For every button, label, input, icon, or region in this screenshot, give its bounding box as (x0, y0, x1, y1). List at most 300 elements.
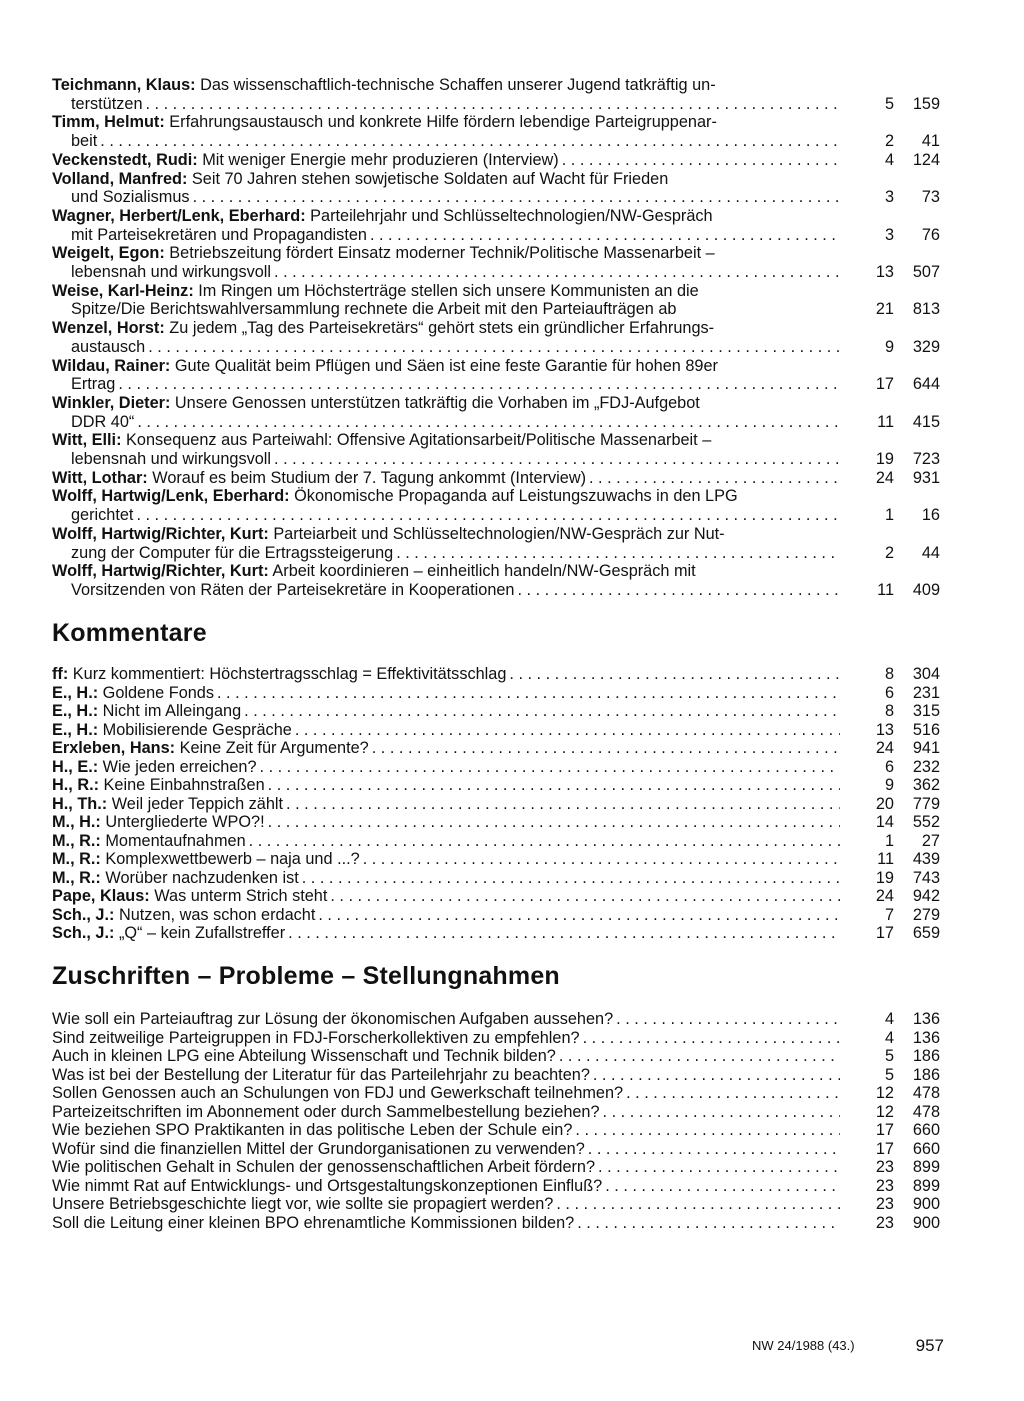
leader-dots (589, 469, 840, 488)
index-entry (52, 113, 944, 150)
zuschrift-entry (52, 1177, 944, 1196)
issue-number: 24 (875, 739, 894, 757)
kommentar-entry (52, 702, 944, 721)
issue-number: 11 (877, 850, 894, 868)
entry-continuation-line (52, 375, 944, 394)
entry-title (52, 850, 360, 869)
page-number: 644 (912, 375, 940, 394)
leader-dots (330, 887, 840, 906)
entry-first-line (52, 487, 944, 506)
leader-dots (193, 188, 840, 207)
entry-title (52, 431, 711, 450)
kommentar-entry (52, 813, 944, 832)
entry-text: Momentaufnahmen (100, 831, 246, 850)
kommentar-entry (52, 924, 944, 943)
entry-title (52, 394, 700, 413)
leader-dots (302, 869, 840, 888)
entry-text: Komplexwettbewerb – naja und ...? (100, 850, 360, 868)
index-entry (52, 487, 944, 524)
page-number: 362 (912, 776, 940, 794)
zuschrift-entry (52, 1047, 944, 1066)
entry-text: Kurz kommentiert: Höchstertragsschlag = Effektivitätsschlag (68, 665, 507, 683)
issue-number: 9 (884, 776, 894, 794)
entry-text: Wie soll ein Parteiauftrag zur Lösung der ökonomischen Aufgaben aussehen? (52, 1010, 614, 1028)
page-number: 124 (912, 150, 940, 169)
entry-continuation: und Sozialismus (71, 188, 190, 207)
issue-number: 13 (875, 720, 894, 739)
entry-continuation: austausch (71, 337, 146, 356)
entry-author: ff: (52, 665, 69, 683)
index-entry (52, 76, 944, 113)
leader-dots (583, 1029, 840, 1048)
entry-first-line (52, 113, 944, 132)
index-entry (52, 170, 944, 207)
page-number: 329 (912, 337, 940, 356)
index-entry (52, 431, 944, 468)
footer-page-number: 957 (915, 1336, 944, 1355)
entry-author: H., E.: (52, 757, 99, 776)
entry-author: Witt, Elli: (52, 431, 122, 450)
entry-continuation-line (52, 338, 944, 357)
entry-text: Keine Zeit für Argumente? (175, 739, 369, 757)
zuschriften-heading: Zuschriften – Probleme – Stellungnahmen (52, 962, 560, 990)
entry-title (52, 758, 257, 777)
leader-dots (363, 850, 840, 869)
leader-dots (260, 758, 840, 777)
kommentar-entry (52, 684, 944, 703)
issue-number: 5 (884, 94, 894, 113)
entry-text: Untergliederte WPO?! (100, 813, 265, 831)
issue-number: 7 (884, 905, 894, 924)
leader-dots (136, 506, 840, 525)
index-entry (52, 562, 944, 599)
zuschrift-entry (52, 1066, 944, 1085)
page-number: 279 (912, 905, 940, 924)
index-entry (52, 151, 944, 170)
page-number: 660 (912, 1139, 940, 1158)
leader-dots (372, 739, 840, 758)
leader-dots (268, 813, 840, 832)
issue-number: 21 (875, 300, 894, 319)
entry-continuation: lebensnah und wirkungsvoll (71, 263, 272, 282)
leader-dots (577, 1214, 840, 1233)
entry-text: Erfahrungsaustausch und konkrete Hilfe fördern lebendige Parteigruppenar- (164, 113, 717, 132)
entry-first-line (52, 469, 944, 488)
issue-number: 19 (875, 450, 894, 469)
issue-number: 17 (875, 1139, 894, 1158)
issue-number: 19 (875, 868, 894, 887)
zuschrift-entry (52, 1195, 944, 1214)
page-number: 136 (912, 1010, 940, 1028)
index-entry (52, 394, 944, 431)
entry-author: Winkler, Dieter: (52, 393, 171, 412)
zuschrift-entry (52, 1214, 944, 1233)
issue-number: 23 (875, 1213, 894, 1232)
entry-continuation: terstützen (71, 94, 143, 113)
page-number: 899 (912, 1176, 940, 1195)
entry-text: Unsere Genossen unterstützen tatkräftig die Vorhaben im „FDJ-Aufgebot (170, 393, 700, 412)
entry-text: Arbeit koordinieren – einheitlich handeln/NW-Gespräch mit (268, 562, 696, 581)
entry-author: Volland, Manfred: (52, 169, 188, 188)
issue-number: 17 (875, 375, 894, 394)
issue-number: 11 (877, 580, 894, 599)
entry-text: Wie jeden erreichen? (98, 757, 257, 776)
entry-title (52, 151, 559, 170)
entry-text: Weil jeder Teppich zählt (107, 794, 284, 813)
zuschrift-entry (52, 1010, 944, 1029)
page-number: 27 (921, 831, 940, 850)
issue-number: 9 (884, 337, 894, 356)
entry-first-line (52, 431, 944, 450)
entry-author: M., R.: (52, 831, 101, 850)
entry-text: Konsequenz aus Parteiwahl: Offensive Agitationsarbeit/Politische Massenarbeit – (121, 431, 712, 450)
leader-dots (370, 226, 840, 245)
entry-continuation: Ertrag (71, 375, 116, 394)
issue-number: 17 (875, 924, 894, 942)
leader-dots (318, 906, 840, 925)
entry-continuation: zung der Computer für die Ertragssteigerung (71, 543, 394, 562)
entry-author: Veckenstedt, Rudi: (52, 150, 198, 169)
entry-text: Im Ringen um Höchsterträge stellen sich unsere Kommunisten an die (193, 281, 699, 300)
kommentar-entry (52, 850, 944, 869)
entry-text: Parteilehrjahr und Schlüsseltechnologien/NW-Gespräch (305, 206, 713, 225)
entry-text: Sollen Genossen auch an Schulungen von FDJ und Gewerkschaft teilnehmen? (52, 1084, 624, 1102)
kommentar-entry (52, 721, 944, 740)
page-number: 507 (912, 263, 940, 282)
entry-continuation: Spitze/Die Berichtswahlversammlung rechnete die Arbeit mit den Parteiaufträgen ab (71, 300, 677, 319)
leader-dots (518, 581, 841, 600)
issue-number: 23 (875, 1176, 894, 1195)
issue-number: 4 (884, 150, 894, 169)
leader-dots (593, 1066, 840, 1085)
page-number: 304 (912, 665, 940, 683)
entry-author: M., R.: (52, 868, 101, 887)
issue-number: 1 (884, 831, 894, 850)
entry-first-line (52, 170, 944, 189)
leader-dots (509, 665, 840, 684)
page-number: 16 (921, 506, 940, 525)
entry-text: Sind zeitweilige Parteigruppen in FDJ-Forscherkollektiven zu empfehlen? (52, 1028, 580, 1047)
leader-dots (137, 413, 840, 432)
zuschrift-entry (52, 1158, 944, 1177)
entry-title (52, 207, 713, 226)
entry-text: Wie beziehen SPO Praktikanten in das politische Leben der Schule ein? (52, 1121, 573, 1139)
page-number: 723 (912, 450, 940, 469)
entry-title (52, 906, 315, 925)
issue-number: 14 (875, 813, 894, 831)
entry-title (52, 739, 369, 758)
entry-title (52, 244, 715, 263)
entry-author: Sch., J.: (52, 905, 115, 924)
entry-continuation: DDR 40“ (71, 412, 135, 431)
leader-dots (268, 776, 840, 795)
entry-first-line (52, 357, 944, 376)
page-number: 439 (912, 850, 940, 868)
author-index (52, 76, 944, 600)
leader-dots (274, 450, 840, 469)
index-entry (52, 319, 944, 356)
page-number: 478 (912, 1102, 940, 1121)
entry-author: Wolff, Hartwig/Richter, Kurt: (52, 524, 269, 543)
kommentar-entry (52, 887, 944, 906)
zuschrift-entry (52, 1029, 944, 1048)
issue-number: 3 (884, 188, 894, 207)
kommentar-entry (52, 739, 944, 758)
page-number: 73 (921, 188, 940, 207)
page-number: 900 (912, 1195, 940, 1213)
leader-dots (146, 95, 841, 114)
leader-dots (286, 795, 840, 814)
entry-author: H., R.: (52, 776, 100, 794)
entry-text: „Q“ – kein Zufallstreffer (114, 924, 286, 942)
entry-title (52, 282, 699, 301)
issue-number: 1 (884, 506, 894, 525)
entry-author: Weise, Karl-Heinz: (52, 281, 194, 300)
issue-number: 12 (875, 1084, 894, 1102)
page-number: 478 (912, 1084, 940, 1102)
entry-continuation-line (52, 581, 944, 600)
entry-first-line (52, 562, 944, 581)
issue-number: 8 (884, 702, 894, 720)
issue-number: 17 (875, 1121, 894, 1139)
index-entry (52, 469, 944, 488)
page-number: 779 (912, 794, 940, 813)
issue-number: 5 (884, 1065, 894, 1084)
entry-text: Worauf es beim Studium der 7. Tagung ankommt (Interview) (147, 468, 586, 487)
entry-text: Goldene Fonds (98, 683, 214, 702)
entry-author: Wildau, Rainer: (52, 356, 171, 375)
entry-author: E., H.: (52, 683, 99, 702)
page-number: 516 (912, 720, 940, 739)
zuschrift-entry (52, 1121, 944, 1140)
entry-continuation-line (52, 300, 944, 319)
page-number: 232 (912, 757, 940, 776)
entry-continuation-line (52, 226, 944, 245)
issue-number: 23 (875, 1158, 894, 1176)
entry-first-line (52, 151, 944, 170)
entry-title (52, 721, 292, 740)
leader-dots (562, 151, 840, 170)
issue-number: 4 (884, 1010, 894, 1028)
entry-title (52, 113, 717, 132)
page-number: 409 (912, 580, 940, 599)
zuschrift-entry (52, 1084, 944, 1103)
leader-dots (100, 132, 840, 151)
issue-number: 24 (875, 468, 894, 487)
entry-title (52, 665, 506, 684)
kommentar-entry (52, 665, 944, 684)
entry-continuation-line (52, 263, 944, 282)
entry-title (52, 357, 718, 376)
issue-number: 5 (884, 1047, 894, 1065)
entry-author: Weigelt, Egon: (52, 244, 165, 263)
entry-continuation: lebensnah und wirkungsvoll (71, 450, 272, 469)
leader-dots (396, 544, 840, 563)
entry-author: Wolff, Hartwig/Lenk, Eberhard: (52, 487, 290, 506)
entry-author: Wenzel, Horst: (52, 319, 165, 338)
issue-number: 20 (875, 794, 894, 813)
leader-dots (288, 924, 840, 943)
leader-dots (575, 1121, 840, 1140)
entry-first-line (52, 319, 944, 338)
entry-title (52, 924, 285, 943)
entry-first-line (52, 244, 944, 263)
kommentar-entry (52, 758, 944, 777)
page-number: 552 (912, 813, 940, 831)
entry-author: Sch., J.: (52, 924, 115, 942)
entry-title (52, 170, 668, 189)
kommentar-entry (52, 795, 944, 814)
leader-dots (598, 1158, 840, 1177)
kommentare-heading: Kommentare (52, 619, 207, 647)
entry-text: Mit weniger Energie mehr produzieren (Interview) (197, 150, 559, 169)
entry-continuation-line (52, 95, 944, 114)
entry-text: Unsere Betriebsgeschichte liegt vor, wie sollte sie propagiert werden? (52, 1195, 554, 1213)
entry-author: Witt, Lothar: (52, 468, 148, 487)
entry-text: Nutzen, was schon erdacht (114, 905, 316, 924)
entry-title (52, 832, 246, 851)
entry-title (52, 319, 714, 338)
entry-continuation-line (52, 188, 944, 207)
leader-dots (616, 1010, 840, 1029)
entry-title (52, 525, 725, 544)
index-entry (52, 525, 944, 562)
entry-text: Parteizeitschriften im Abonnement oder durch Sammelbestellung beziehen? (52, 1102, 600, 1121)
entry-first-line (52, 394, 944, 413)
page-number: 186 (912, 1047, 940, 1065)
leader-dots (556, 1195, 840, 1214)
issue-number: 24 (875, 887, 894, 905)
entry-author: Wolff, Hartwig/Richter, Kurt: (52, 562, 269, 581)
index-entry (52, 244, 944, 281)
kommentar-entry (52, 776, 944, 795)
entry-text: Gute Qualität beim Pflügen und Säen ist eine feste Garantie für hohen 89er (170, 356, 718, 375)
leader-dots (605, 1177, 840, 1196)
page-number: 231 (912, 683, 940, 702)
page-number: 900 (912, 1213, 940, 1232)
footer-issue: NW 24/1988 (43.) (752, 1338, 855, 1353)
entry-text: Was unterm Strich steht (149, 887, 328, 905)
entry-continuation-line (52, 413, 944, 432)
entry-text: Wie nimmt Rat auf Entwicklungs- und Ortsgestaltungskonzeptionen Einfluß? (52, 1176, 603, 1195)
entry-continuation-line (52, 506, 944, 525)
entry-first-line (52, 525, 944, 544)
issue-number: 8 (884, 665, 894, 683)
entry-continuation-line (52, 544, 944, 563)
leader-dots (559, 1047, 840, 1066)
issue-number: 2 (884, 132, 894, 151)
kommentar-entry (52, 869, 944, 888)
issue-number: 4 (884, 1028, 894, 1047)
page-number: 159 (912, 94, 940, 113)
issue-number: 11 (877, 412, 894, 431)
index-entry (52, 357, 944, 394)
entry-title (52, 684, 214, 703)
leader-dots (244, 702, 840, 721)
issue-number: 23 (875, 1195, 894, 1213)
kommentar-entry (52, 906, 944, 925)
leader-dots (295, 721, 840, 740)
entry-title (52, 795, 283, 814)
page-number: 415 (912, 412, 940, 431)
entry-text: Worüber nachzudenken ist (100, 868, 299, 887)
entry-continuation-line (52, 450, 944, 469)
zuschrift-entry (52, 1103, 944, 1122)
entry-first-line (52, 76, 944, 95)
leader-dots (217, 684, 840, 703)
entry-continuation: Vorsitzenden von Räten der Parteisekretäre in Kooperationen (71, 580, 515, 599)
page-number: 743 (912, 868, 940, 887)
entry-text: Mobilisierende Gespräche (98, 720, 292, 739)
issue-number: 6 (884, 757, 894, 776)
leader-dots (274, 263, 840, 282)
entry-title (52, 887, 327, 906)
entry-title (52, 702, 241, 721)
leader-dots (249, 832, 840, 851)
index-entry (52, 207, 944, 244)
issue-number: 12 (875, 1102, 894, 1121)
index-entry (52, 282, 944, 319)
leader-dots (626, 1084, 840, 1103)
entry-text: Keine Einbahnstraßen (99, 776, 265, 794)
entry-text: Seit 70 Jahren stehen sowjetische Soldaten auf Wacht für Frieden (187, 169, 669, 188)
entry-text: Das wissenschaftlich-technische Schaffen unserer Jugend tatkräftig un- (195, 76, 716, 94)
issue-number: 2 (884, 543, 894, 562)
entry-text: Auch in kleinen LPG eine Abteilung Wissenschaft und Technik bilden? (52, 1047, 556, 1065)
issue-number: 6 (884, 683, 894, 702)
leader-dots (588, 1140, 840, 1159)
entry-title (52, 869, 299, 888)
page-number: 315 (912, 702, 940, 720)
entry-text: Ökonomische Propaganda auf Leistungszuwachs in den LPG (289, 487, 738, 506)
page-number: 186 (912, 1065, 940, 1084)
entry-first-line (52, 282, 944, 301)
issue-number: 13 (875, 263, 894, 282)
entry-text: Parteiarbeit und Schlüsseltechnologien/NW-Gespräch zur Nut- (268, 524, 725, 543)
page-number: 44 (921, 543, 940, 562)
entry-author: Erxleben, Hans: (52, 739, 176, 757)
page-number: 899 (912, 1158, 940, 1176)
entry-title (52, 776, 265, 795)
entry-author: E., H.: (52, 720, 99, 739)
issue-number: 3 (884, 225, 894, 244)
entry-author: E., H.: (52, 702, 99, 720)
leader-dots (118, 375, 840, 394)
page-number: 931 (912, 468, 940, 487)
entry-title (52, 487, 738, 506)
entry-author: Wagner, Herbert/Lenk, Eberhard: (52, 206, 306, 225)
zuschrift-entry (52, 1140, 944, 1159)
entry-author: Pape, Klaus: (52, 887, 150, 905)
page-number: 941 (912, 739, 940, 757)
entry-author: Timm, Helmut: (52, 113, 165, 132)
entry-text: Betriebszeitung fördert Einsatz moderner Technik/Politische Massenarbeit – (164, 244, 715, 263)
kommentare-list (52, 665, 944, 943)
entry-text: Soll die Leitung einer kleinen BPO ehrenamtliche Kommissionen bilden? (52, 1213, 575, 1232)
kommentar-entry (52, 832, 944, 851)
entry-continuation: gerichtet (71, 506, 134, 525)
zuschriften-list (52, 1010, 944, 1232)
entry-continuation: beit (71, 132, 98, 151)
page-number: 813 (912, 300, 940, 319)
page-number: 41 (921, 132, 940, 151)
entry-text: Zu jedem „Tag des Parteisekretärs“ gehört stets ein gründlicher Erfahrungs- (164, 319, 715, 338)
entry-author: M., H.: (52, 813, 101, 831)
entry-author: Teichmann, Klaus: (52, 76, 196, 94)
leader-dots (148, 338, 840, 357)
page-number: 136 (912, 1028, 940, 1047)
entry-title (52, 76, 716, 95)
